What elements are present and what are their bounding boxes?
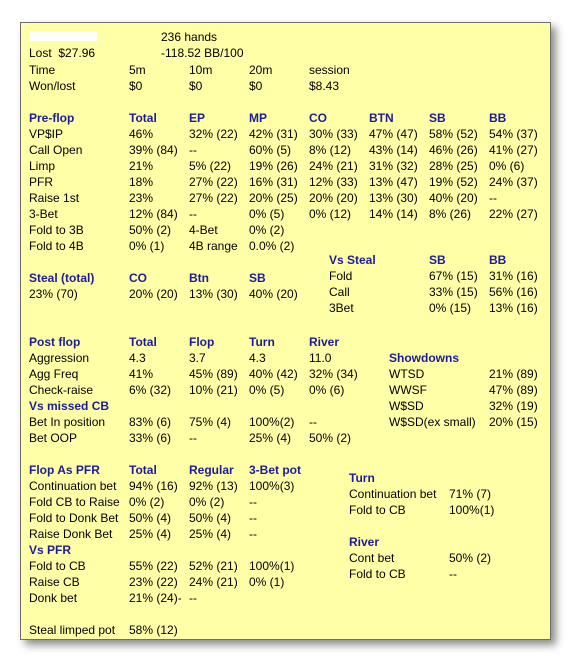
preflop-row-label: Fold to 4B — [29, 239, 84, 253]
flop-pfr-row-label: Fold CB to Raise — [29, 495, 120, 509]
postflop-row-label: Check-raise — [29, 383, 94, 397]
postflop-cell: 6% (32) — [129, 383, 172, 397]
preflop-cell: 21% — [129, 159, 154, 173]
period-20m: 20m — [249, 63, 273, 77]
preflop-cell: 19% (26) — [249, 159, 298, 173]
preflop-cell: 31% (32) — [369, 159, 418, 173]
vs-steal-header-bb: BB — [489, 253, 507, 267]
turn-cbet-label: Continuation bet — [349, 487, 437, 501]
flop-pfr-row-label: Continuation bet — [29, 479, 117, 493]
preflop-cell: 60% (5) — [249, 143, 292, 157]
postflop-cell: 45% (89) — [189, 367, 238, 381]
preflop-cell: -- — [189, 207, 197, 221]
flop-pfr-title: Flop As PFR — [29, 463, 100, 477]
preflop-cell: 5% (22) — [189, 159, 232, 173]
showdown-row-label: WWSF — [389, 383, 427, 397]
showdown-row-label: W$SD(ex small) — [389, 415, 476, 429]
flop-pfr-cell: 50% (4) — [129, 511, 172, 525]
vs-pfr-cell: 21% (24)- — [129, 591, 182, 605]
postflop-cell: 0% (5) — [249, 383, 285, 397]
hands-count: 236 hands — [161, 30, 218, 44]
flop-pfr-header-regular: Regular — [189, 463, 234, 477]
steal-sb-value: 40% (20) — [249, 287, 298, 301]
missed-cb-cell: 33% (6) — [129, 431, 172, 445]
missed-cb-row-label: Bet In position — [29, 415, 106, 429]
steal-title: Steal (total) — [29, 271, 95, 285]
preflop-cell: 28% (25) — [429, 159, 478, 173]
turn-fold-cb-value: 100%(1) — [449, 503, 495, 517]
flop-pfr-row-label: Raise Donk Bet — [29, 527, 113, 541]
preflop-row-label: PFR — [29, 175, 53, 189]
hud-stats-panel — [20, 22, 551, 640]
bb-per-100: -118.52 BB/100 — [161, 46, 244, 60]
player-name-box — [29, 31, 97, 41]
vs-steal-row-label: Fold — [329, 269, 353, 283]
vs-steal-row-label: Call — [329, 285, 350, 299]
time-label: Time — [29, 63, 56, 77]
period-session: session — [309, 63, 350, 77]
won-lost-label: Won/lost — [29, 79, 76, 93]
postflop-title: Post flop — [29, 335, 81, 349]
showdown-row-value: 21% (89) — [489, 367, 538, 381]
missed-cb-cell: -- — [309, 415, 317, 429]
preflop-header-bb: BB — [489, 111, 507, 125]
steal-limped-label: Steal limped pot — [29, 623, 116, 637]
preflop-cell: 12% (84) — [129, 207, 178, 221]
flop-pfr-cell: 0% (2) — [189, 495, 225, 509]
preflop-cell: 54% (37) — [489, 127, 538, 141]
showdowns-title: Showdowns — [389, 351, 459, 365]
preflop-cell: 8% (12) — [309, 143, 352, 157]
preflop-cell: 8% (26) — [429, 207, 472, 221]
steal-header-sb: SB — [249, 271, 266, 285]
postflop-cell: 3.7 — [189, 351, 206, 365]
vs-steal-row-label: 3Bet — [329, 301, 354, 315]
preflop-cell: 24% (21) — [309, 159, 358, 173]
preflop-cell: 41% (27) — [489, 143, 538, 157]
postflop-cell: 10% (21) — [189, 383, 238, 397]
preflop-cell: 12% (33) — [309, 175, 358, 189]
preflop-row-label: Raise 1st — [29, 191, 80, 205]
preflop-cell: 50% (2) — [129, 223, 172, 237]
steal-header-co: CO — [129, 271, 147, 285]
vs-steal-title: Vs Steal — [329, 253, 376, 267]
postflop-cell: 4.3 — [249, 351, 266, 365]
postflop-cell: 0% (6) — [309, 383, 345, 397]
period-10m: 10m — [189, 63, 213, 77]
postflop-cell: 11.0 — [309, 351, 332, 365]
river-cont-bet-label: Cont bet — [349, 551, 395, 565]
postflop-header-flop: Flop — [189, 335, 215, 349]
preflop-cell: 43% (14) — [369, 143, 418, 157]
preflop-cell: 32% (22) — [189, 127, 238, 141]
won-session: $8.43 — [309, 79, 340, 93]
vs-steal-header-sb: SB — [429, 253, 446, 267]
steal-co-value: 20% (20) — [129, 287, 178, 301]
preflop-header-ep: EP — [189, 111, 206, 125]
preflop-cell: 42% (31) — [249, 127, 298, 141]
flop-pfr-cell: -- — [249, 495, 257, 509]
preflop-header-mp: MP — [249, 111, 267, 125]
vs-missed-cb-title: Vs missed CB — [29, 399, 110, 413]
preflop-cell: 27% (22) — [189, 175, 238, 189]
vs-pfr-row-label: Raise CB — [29, 575, 80, 589]
preflop-row-label: Fold to 3B — [29, 223, 84, 237]
postflop-cell: 4.3 — [129, 351, 146, 365]
preflop-cell: 47% (47) — [369, 127, 418, 141]
missed-cb-cell: -- — [189, 431, 197, 445]
vs-pfr-cell: 55% (22) — [129, 559, 178, 573]
postflop-row-label: Aggression — [29, 351, 90, 365]
preflop-cell: 19% (52) — [429, 175, 478, 189]
vs-steal-cell: 33% (15) — [429, 285, 478, 299]
vs-steal-cell: 13% (16) — [489, 301, 538, 315]
preflop-cell: 23% — [129, 191, 154, 205]
flop-pfr-cell: 92% (13) — [189, 479, 238, 493]
steal-header-btn: Btn — [189, 271, 209, 285]
showdown-row-label: W$SD — [389, 399, 424, 413]
preflop-cell: 46% (26) — [429, 143, 478, 157]
vs-steal-cell: 56% (16) — [489, 285, 538, 299]
preflop-cell: 0% (6) — [489, 159, 525, 173]
preflop-cell: 14% (14) — [369, 207, 418, 221]
flop-pfr-cell: -- — [249, 511, 257, 525]
won-10m: $0 — [189, 79, 203, 93]
postflop-header-turn: Turn — [249, 335, 275, 349]
missed-cb-cell: 75% (4) — [189, 415, 232, 429]
flop-pfr-header-3bet-pot: 3-Bet pot — [249, 463, 301, 477]
showdown-row-value: 47% (89) — [489, 383, 538, 397]
flop-pfr-cell: 0% (2) — [129, 495, 165, 509]
river-fold-cb-value: -- — [449, 567, 457, 581]
preflop-cell: 0% (2) — [249, 223, 285, 237]
preflop-cell: 39% (84) — [129, 143, 178, 157]
postflop-cell: 41% — [129, 367, 154, 381]
vs-pfr-cell: 52% (21) — [189, 559, 238, 573]
vs-pfr-cell: 24% (21) — [189, 575, 238, 589]
flop-pfr-row-label: Fold to Donk Bet — [29, 511, 119, 525]
missed-cb-cell: 25% (4) — [249, 431, 292, 445]
vs-pfr-cell: 0% (1) — [249, 575, 285, 589]
preflop-cell: 27% (22) — [189, 191, 238, 205]
preflop-cell: 20% (25) — [249, 191, 298, 205]
preflop-row-label: 3-Bet — [29, 207, 58, 221]
showdown-row-value: 32% (19) — [489, 399, 538, 413]
postflop-header-total: Total — [129, 335, 157, 349]
preflop-cell: 4-Bet — [189, 223, 218, 237]
preflop-row-label: VP$IP — [29, 127, 64, 141]
preflop-row-label: Limp — [29, 159, 56, 173]
preflop-header-btn: BTN — [369, 111, 394, 125]
preflop-cell: 0% (12) — [309, 207, 352, 221]
flop-pfr-cell: -- — [249, 527, 257, 541]
flop-pfr-header-total: Total — [129, 463, 157, 477]
postflop-header-river: River — [309, 335, 340, 349]
preflop-cell: 46% — [129, 127, 154, 141]
vs-steal-cell: 0% (15) — [429, 301, 472, 315]
flop-pfr-cell: 100%(3) — [249, 479, 295, 493]
steal-limped-value: 58% (12) — [129, 623, 178, 637]
flop-pfr-cell: 25% (4) — [189, 527, 232, 541]
steal-btn-value: 13% (30) — [189, 287, 238, 301]
won-20m: $0 — [249, 79, 263, 93]
preflop-cell: 18% — [129, 175, 154, 189]
preflop-cell: 40% (20) — [429, 191, 478, 205]
postflop-cell: 40% (42) — [249, 367, 298, 381]
turn-title: Turn — [349, 471, 375, 485]
vs-steal-cell: 67% (15) — [429, 269, 478, 283]
preflop-cell: 22% (27) — [489, 207, 538, 221]
vs-pfr-row-label: Donk bet — [29, 591, 78, 605]
vs-pfr-title: Vs PFR — [29, 543, 72, 557]
preflop-cell: 0% (5) — [249, 207, 285, 221]
vs-pfr-cell: 23% (22) — [129, 575, 178, 589]
preflop-header-sb: SB — [429, 111, 446, 125]
preflop-cell: 4B range — [189, 239, 238, 253]
won-5m: $0 — [129, 79, 143, 93]
showdown-row-label: WTSD — [389, 367, 425, 381]
preflop-cell: 13% (30) — [369, 191, 418, 205]
period-5m: 5m — [129, 63, 146, 77]
flop-pfr-cell: 50% (4) — [189, 511, 232, 525]
turn-fold-cb-label: Fold to CB — [349, 503, 406, 517]
vs-steal-cell: 31% (16) — [489, 269, 538, 283]
lost-amount: Lost $27.96 — [29, 46, 96, 60]
preflop-header-total: Total — [129, 111, 157, 125]
preflop-header-co: CO — [309, 111, 327, 125]
river-cont-bet-value: 50% (2) — [449, 551, 492, 565]
missed-cb-cell: 100%(2) — [249, 415, 295, 429]
vs-pfr-cell: -- — [189, 591, 197, 605]
showdown-row-value: 20% (15) — [489, 415, 538, 429]
missed-cb-cell: 50% (2) — [309, 431, 352, 445]
preflop-cell: 13% (47) — [369, 175, 418, 189]
preflop-cell: 24% (37) — [489, 175, 538, 189]
postflop-row-label: Agg Freq — [29, 367, 79, 381]
steal-total-value: 23% (70) — [29, 287, 78, 301]
preflop-cell: 30% (33) — [309, 127, 358, 141]
missed-cb-row-label: Bet OOP — [29, 431, 78, 445]
missed-cb-cell: 83% (6) — [129, 415, 172, 429]
turn-cbet-value: 71% (7) — [449, 487, 492, 501]
flop-pfr-cell: 25% (4) — [129, 527, 172, 541]
flop-pfr-cell: 94% (16) — [129, 479, 178, 493]
preflop-cell: -- — [189, 143, 197, 157]
preflop-cell: -- — [489, 191, 497, 205]
preflop-cell: 0% (1) — [129, 239, 165, 253]
preflop-title: Pre-flop — [29, 111, 75, 125]
vs-pfr-row-label: Fold to CB — [29, 559, 86, 573]
postflop-cell: 32% (34) — [309, 367, 358, 381]
vs-pfr-cell: 100%(1) — [249, 559, 295, 573]
river-fold-cb-label: Fold to CB — [349, 567, 406, 581]
river-title: River — [349, 535, 380, 549]
preflop-cell: 16% (31) — [249, 175, 298, 189]
preflop-cell: 0.0% (2) — [249, 239, 295, 253]
preflop-cell: 58% (52) — [429, 127, 478, 141]
preflop-row-label: Call Open — [29, 143, 83, 157]
preflop-cell: 20% (20) — [309, 191, 358, 205]
